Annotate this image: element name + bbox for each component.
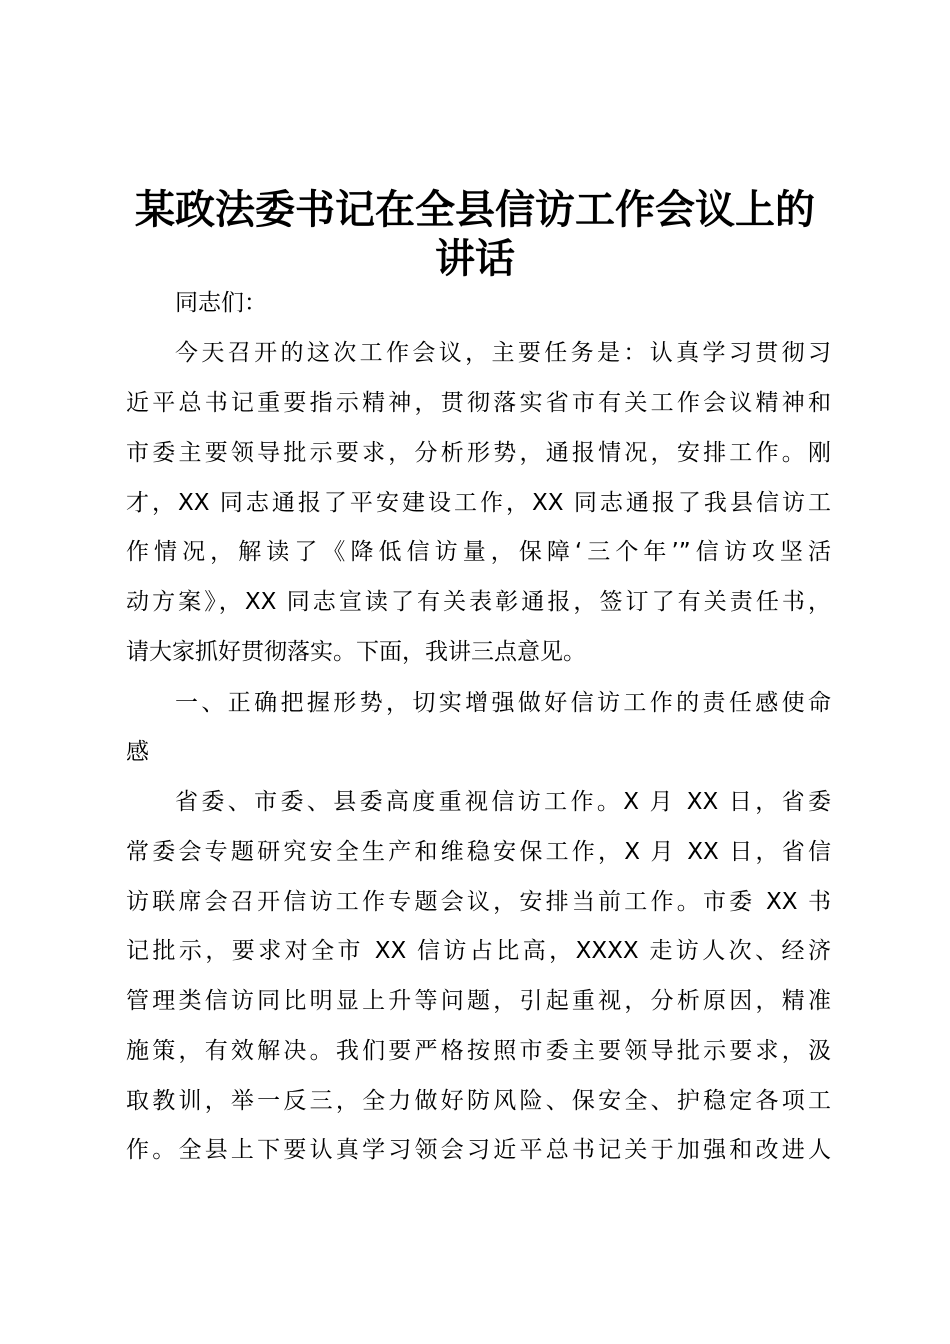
paragraph-1-line: 请大家抓好贯彻落实。下面，我讲三点意见。 xyxy=(126,639,586,665)
paragraph-3-line: 访联席会召开信访工作专题会议，安排当前工作。市委 XX 书 xyxy=(126,889,831,915)
paragraph-1-line: 作情况，解读了《降低信访量，保障‘三个年’”信访攻坚活 xyxy=(126,539,831,565)
paragraph-1-line: 才，XX 同志通报了平安建设工作，XX 同志通报了我县信访工 xyxy=(126,490,831,516)
paragraph-3-line: 管理类信访同比明显上升等问题，引起重视，分析原因，精准 xyxy=(126,988,831,1014)
paragraph-1-line: 市委主要领导批示要求，分析形势，通报情况，安排工作。刚 xyxy=(126,440,831,466)
paragraph-3-line: 记批示，要求对全市 XX 信访占比高，XXXX 走访人次、经济 xyxy=(126,938,831,964)
document-title-line-1: 某政法委书记在全县信访工作会议上的 xyxy=(135,186,815,233)
paragraph-1-line: 近平总书记重要指示精神，贯彻落实省市有关工作会议精神和 xyxy=(126,390,831,416)
paragraph-3-line: 取教训，举一反三，全力做好防风险、保安全、护稳定各项工 xyxy=(126,1088,831,1114)
document-title-line-2: 讲话 xyxy=(435,235,515,282)
paragraph-2-line: 一、正确把握形势，切实增强做好信访工作的责任感使命 xyxy=(175,690,831,716)
paragraph-2-line: 感 xyxy=(126,739,149,765)
paragraph-3-line: 省委、市委、县委高度重视信访工作。X 月 XX 日，省委 xyxy=(175,789,831,815)
paragraph-3-line: 常委会专题研究安全生产和维稳安保工作，X 月 XX 日，省信 xyxy=(126,839,831,865)
paragraph-3-line: 作。全县上下要认真学习领会习近平总书记关于加强和改进人 xyxy=(126,1137,831,1163)
paragraph-1-line: 今天召开的这次工作会议，主要任务是：认真学习贯彻习 xyxy=(175,340,831,366)
paragraph-3-line: 施策，有效解决。我们要严格按照市委主要领导批示要求，汲 xyxy=(126,1038,831,1064)
paragraph-1-line: 动方案》，XX 同志宣读了有关表彰通报，签订了有关责任书， xyxy=(126,589,831,615)
salutation: 同志们： xyxy=(175,290,267,316)
